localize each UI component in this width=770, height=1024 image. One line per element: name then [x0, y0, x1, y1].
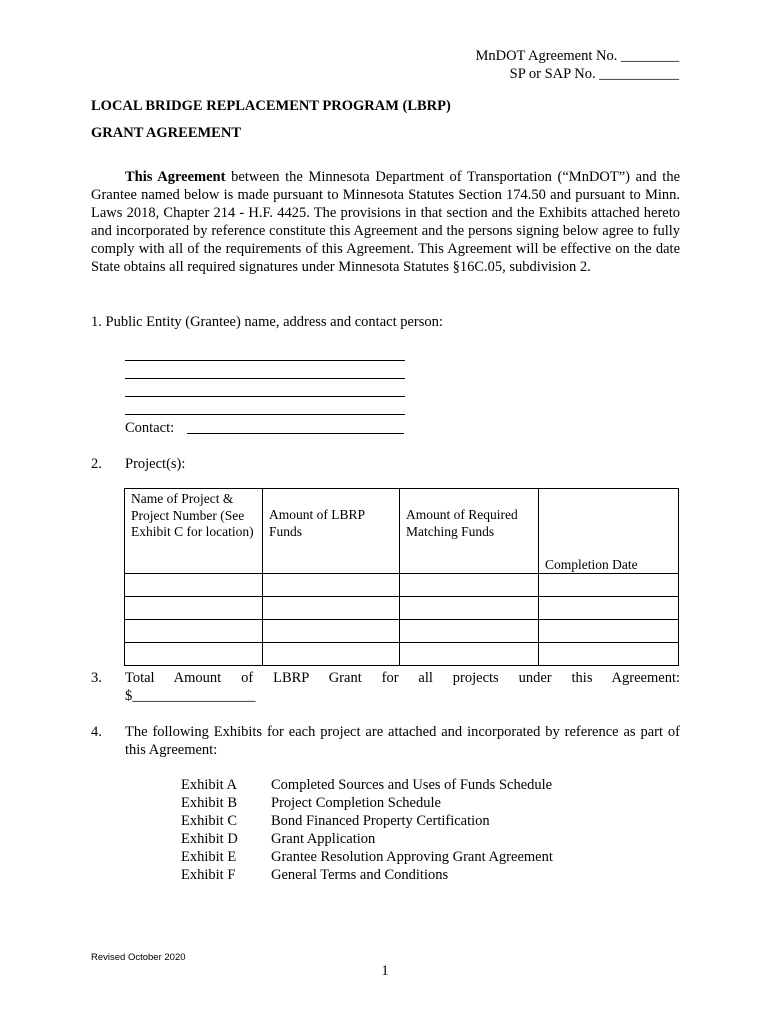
program-title: LOCAL BRIDGE REPLACEMENT PROGRAM (LBRP) [91, 98, 451, 114]
contact-label: Contact: [125, 420, 175, 436]
exhibit-label: Exhibit A [181, 777, 237, 793]
grantee-address-line-2[interactable] [125, 396, 405, 397]
table-cell[interactable] [400, 643, 539, 666]
projects-table [124, 488, 679, 666]
table-cell[interactable] [263, 643, 400, 666]
list-item [181, 812, 553, 830]
section-4-text: The following Exhibits for each project are attached and incorporated by reference as part of this Agreement: [125, 724, 680, 758]
table-cell[interactable] [125, 620, 263, 643]
section-2-number: 2. [91, 456, 102, 472]
table-cell[interactable] [125, 643, 263, 666]
section-2-text: Project(s): [125, 456, 186, 472]
revision-note: Revised October 2020 [91, 952, 186, 963]
table-cell[interactable] [539, 597, 679, 620]
list-item [181, 794, 553, 812]
table-cell[interactable] [125, 597, 263, 620]
exhibit-title: Grant Application [271, 831, 376, 847]
list-item [181, 866, 553, 884]
list-item [181, 848, 553, 866]
exhibit-title: Grantee Resolution Approving Grant Agreement [271, 849, 553, 865]
list-item [181, 830, 553, 848]
exhibit-label: Exhibit E [181, 849, 237, 865]
intro-lead: This Agreement [125, 169, 226, 185]
section-4-number: 4. [91, 724, 102, 740]
table-cell[interactable] [125, 574, 263, 597]
section-1-text: 1. Public Entity (Grantee) name, address and contact person: [91, 314, 443, 330]
section-3-text: Total Amount of LBRP Grant for all projects under this Agreement: [125, 670, 680, 686]
exhibit-title: General Terms and Conditions [271, 867, 449, 883]
agreement-number: MnDOT Agreement No. ________ [475, 48, 679, 64]
exhibit-list [181, 776, 553, 884]
table-cell[interactable] [400, 574, 539, 597]
table-cell[interactable] [263, 574, 400, 597]
exhibit-label: Exhibit D [181, 831, 238, 847]
table-row [125, 643, 679, 666]
header-project-name: Name of Project & Project Number (See Exhibit C for location) [125, 489, 263, 574]
exhibit-label: Exhibit C [181, 813, 237, 829]
exhibit-title: Bond Financed Property Certification [271, 813, 490, 829]
list-item [181, 776, 553, 794]
section-3-number: 3. [91, 670, 102, 686]
intro-body: between the Minnesota Department of Transportation (“MnDOT”) and the Grantee named below is made pursuant to Minnesota Statutes Section 174.50 and pursuant to Minn. Laws 2018, Chapter 214 - H.F. 4425. The provisions in that section and the Exhibits attached hereto and incorporated by reference constitute this Agreement and the persons signing below agree to fully comply with all of the requirements of this Agreement. This Agreement will be effective on the date State obtains all required signatures under Minnesota Statutes §16C.05, subdivision 2. [91, 169, 681, 275]
table-cell[interactable] [539, 643, 679, 666]
table-row [125, 597, 679, 620]
table-row [125, 574, 679, 597]
contact-line[interactable] [187, 433, 404, 434]
grantee-name-line[interactable] [125, 360, 405, 361]
table-cell[interactable] [263, 620, 400, 643]
table-cell[interactable] [539, 620, 679, 643]
header-matching-funds: Amount of Required Matching Funds [400, 489, 539, 574]
header-completion-date: Completion Date [539, 489, 679, 574]
page-number: 1 [381, 963, 389, 979]
table-row [125, 620, 679, 643]
table-cell[interactable] [263, 597, 400, 620]
grant-amount-line[interactable]: $_________________ [125, 688, 256, 704]
exhibit-title: Project Completion Schedule [271, 795, 441, 811]
grantee-address-line-1[interactable] [125, 378, 405, 379]
exhibit-label: Exhibit B [181, 795, 237, 811]
grantee-address-line-3[interactable] [125, 414, 405, 415]
exhibit-label: Exhibit F [181, 867, 236, 883]
header-lbrp-funds: Amount of LBRP Funds [263, 489, 400, 574]
table-cell[interactable] [539, 574, 679, 597]
table-header-row [125, 489, 679, 574]
intro-paragraph [91, 168, 680, 276]
table-cell[interactable] [400, 620, 539, 643]
agreement-title: GRANT AGREEMENT [91, 125, 241, 141]
table-cell[interactable] [400, 597, 539, 620]
sp-number: SP or SAP No. ___________ [509, 66, 679, 82]
exhibit-title: Completed Sources and Uses of Funds Schedule [271, 777, 553, 793]
